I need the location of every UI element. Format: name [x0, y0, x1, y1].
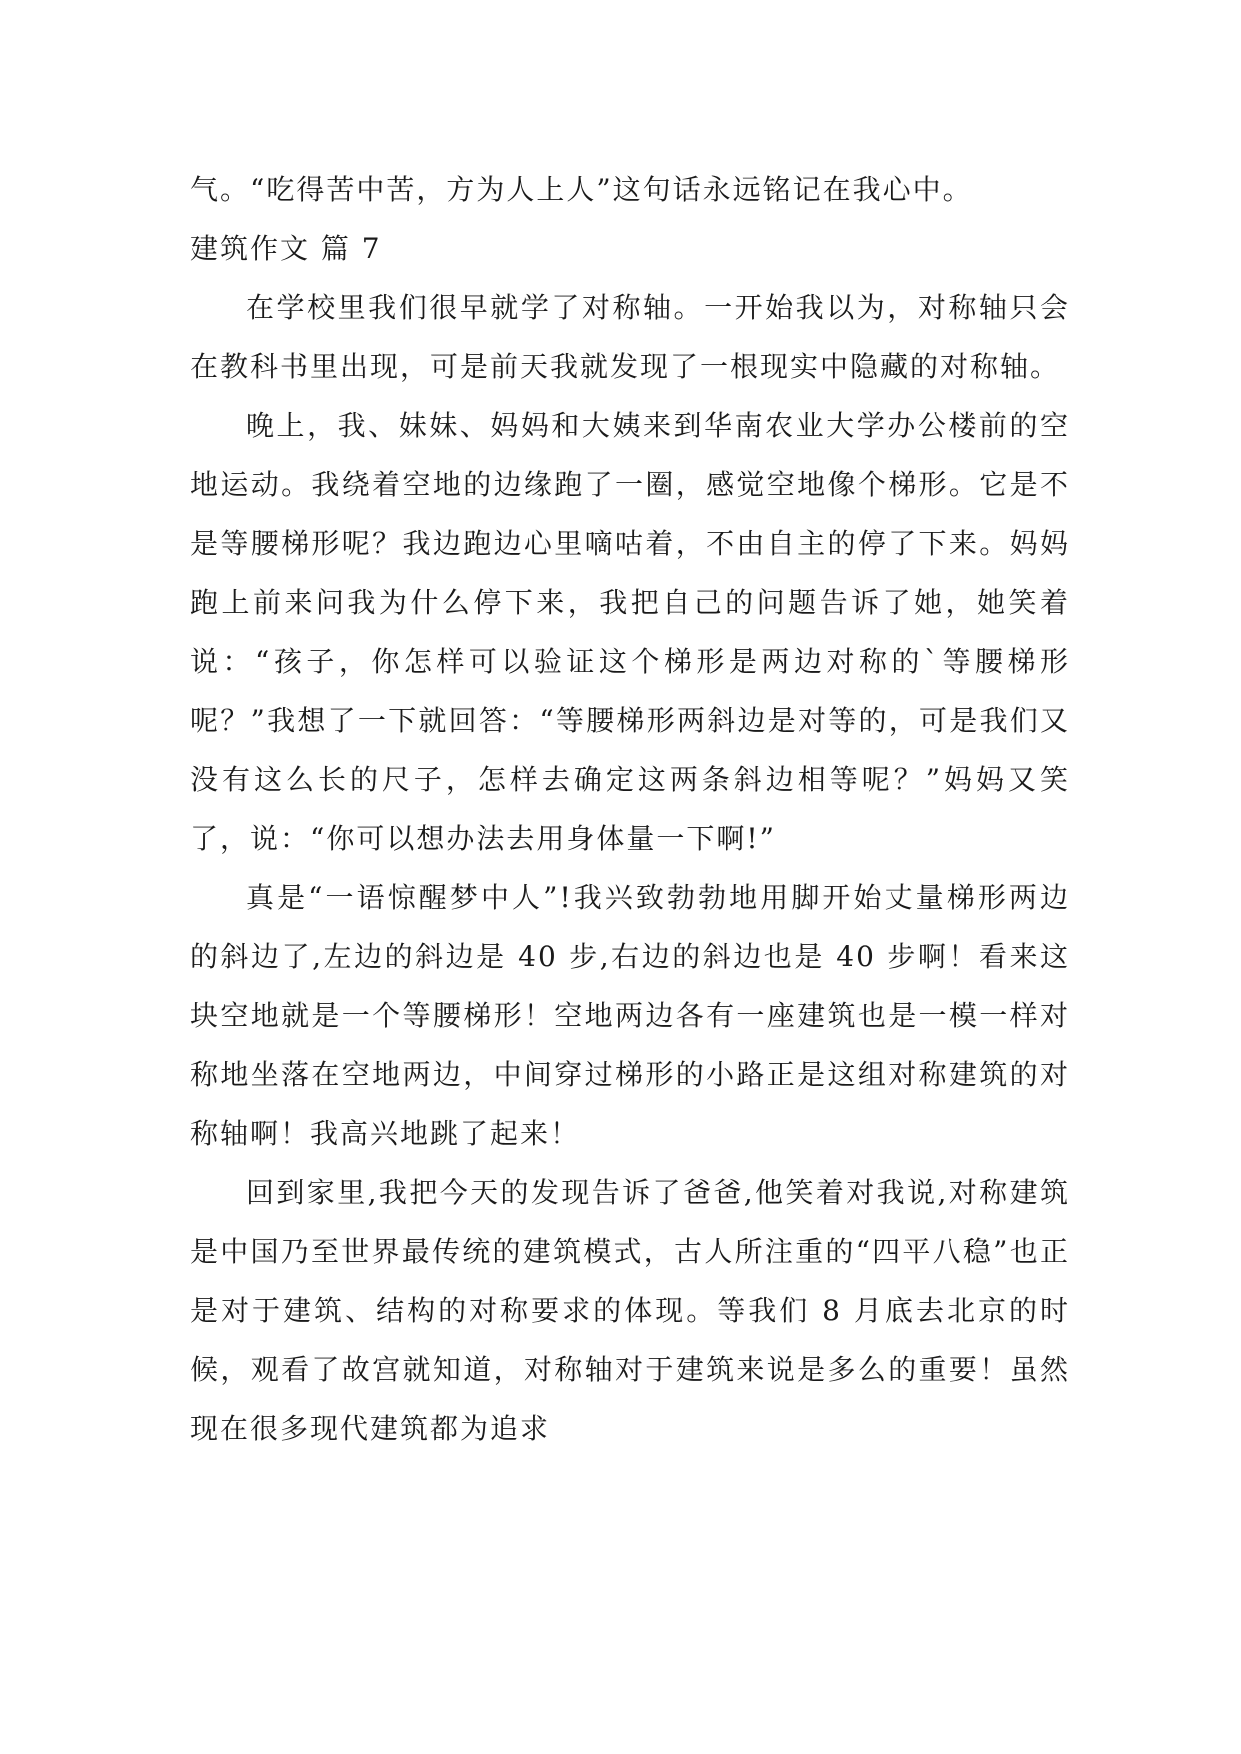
intro-line: 气。“吃得苦中苦，方为人上人”这句话永远铭记在我心中。: [190, 173, 973, 206]
paragraph-4: 回到家里,我把今天的发现告诉了爸爸,他笑着对我说,对称建筑是中国乃至世界最传统的建筑模式，古人所注重的“四平八稳”也正是对于建筑、结构的对称要求的体现。等我们 8 月底去北京的时候，观看了故宫就知道，对称轴对于建筑来说是多么的重要！虽然现在很多现代建筑都为追求: [190, 1176, 1070, 1445]
paragraph-2: 晚上，我、妹妹、妈妈和大姨来到华南农业大学办公楼前的空地运动。我绕着空地的边缘跑了一圈，感觉空地像个梯形。它是不是等腰梯形呢？我边跑边心里嘀咕着，不由自主的停了下来。妈妈跑上前来问我为什么停下来，我把自己的问题告诉了她，她笑着说：“孩子，你怎样可以验证这个梯形是两边对称的`等腰梯形呢？”我想了一下就回答：“等腰梯形两斜边是对等的，可是我们又没有这么长的尺子，怎样去确定这两条斜边相等呢？”妈妈又笑了，说：“你可以想办法去用身体量一下啊!”: [190, 409, 1070, 855]
paragraph-3: 真是“一语惊醒梦中人”!我兴致勃勃地用脚开始丈量梯形两边的斜边了,左边的斜边是 40 步,右边的斜边也是 40 步啊！看来这块空地就是一个等腰梯形！空地两边各有一座建筑也是一模一样对称地坐落在空地两边，中间穿过梯形的小路正是这组对称建筑的对称轴啊！我高兴地跳了起来！: [190, 881, 1070, 1150]
document-page: [190, 160, 1070, 1458]
paragraph-1: 在学校里我们很早就学了对称轴。一开始我以为，对称轴只会在教科书里出现，可是前天我就发现了一根现实中隐藏的对称轴。: [190, 291, 1070, 383]
section-heading: 建筑作文 篇 7: [190, 232, 382, 265]
